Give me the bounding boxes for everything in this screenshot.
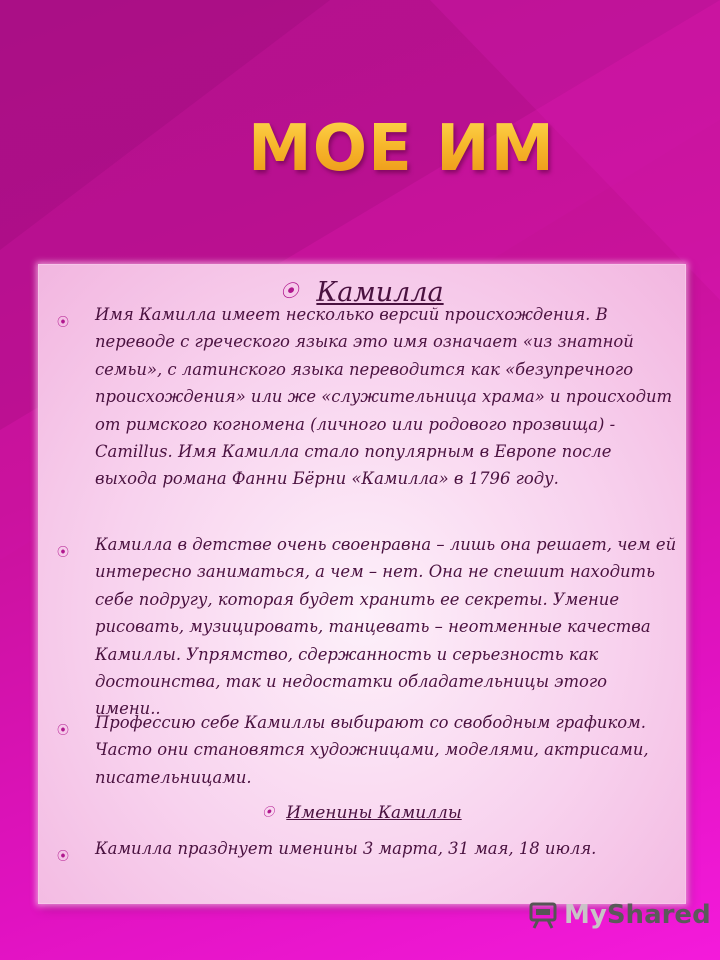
watermark-shared: Shared bbox=[606, 900, 711, 930]
origin-text: Имя Камилла имеет несколько версий происхождения. В переводе с греческого языка это имя означает «из знатной семьи», с латинского языка переводится как «безупречного происхождения» или же «служительница храма» и происходит от римского когномена (личного или родового прозвища) - Camillus. Имя Камилла стало популярным в Европе после выхода романа Фанни Бёрни «Камилла» в 1796 году. bbox=[95, 305, 673, 489]
profession-text: Профессию себе Камиллы выбирают со свободным графиком. Часто они становятся художницами, моделями, актрисами, писательницами. bbox=[95, 713, 649, 787]
circled-dot-bullet-icon: ⦿ bbox=[57, 849, 70, 863]
origin-paragraph bbox=[57, 301, 677, 493]
myshared-watermark bbox=[528, 897, 711, 933]
watermark-my: My bbox=[564, 900, 607, 930]
character-paragraph bbox=[57, 531, 677, 723]
name-day-heading bbox=[39, 803, 685, 823]
name-day-text: Камилла празднует именины 3 марта, 31 мая, 18 июля. bbox=[95, 839, 597, 858]
name-day-heading-text: Именины Камиллы bbox=[286, 803, 462, 823]
content-card bbox=[38, 264, 686, 904]
circled-dot-bullet-icon: ⦿ bbox=[57, 723, 70, 737]
circled-dot-bullet-icon: ⦿ bbox=[262, 805, 275, 819]
projector-screen-icon bbox=[528, 900, 558, 930]
name-heading-text: Камилла bbox=[316, 277, 444, 308]
circled-dot-bullet-icon: ⦿ bbox=[280, 281, 299, 302]
profession-paragraph bbox=[57, 709, 677, 791]
circled-dot-bullet-icon: ⦿ bbox=[57, 545, 70, 559]
circled-dot-bullet-icon: ⦿ bbox=[57, 315, 70, 329]
character-text: Камилла в детстве очень своенравна – лишь она решает, чем ей интересно заниматься, а чем – нет. Она не спешит находить себе подругу, которая будет хранить ее секреты. Умение рисовать, музицировать, танцевать – неотменные качества Камиллы. Упрямство, сдержанность и серьезность как достоинства, так и недостатки обладательницы этого имени.. bbox=[95, 535, 677, 719]
name-day-paragraph bbox=[57, 835, 677, 863]
slide-title: МОЕ ИМЯ bbox=[248, 104, 548, 194]
